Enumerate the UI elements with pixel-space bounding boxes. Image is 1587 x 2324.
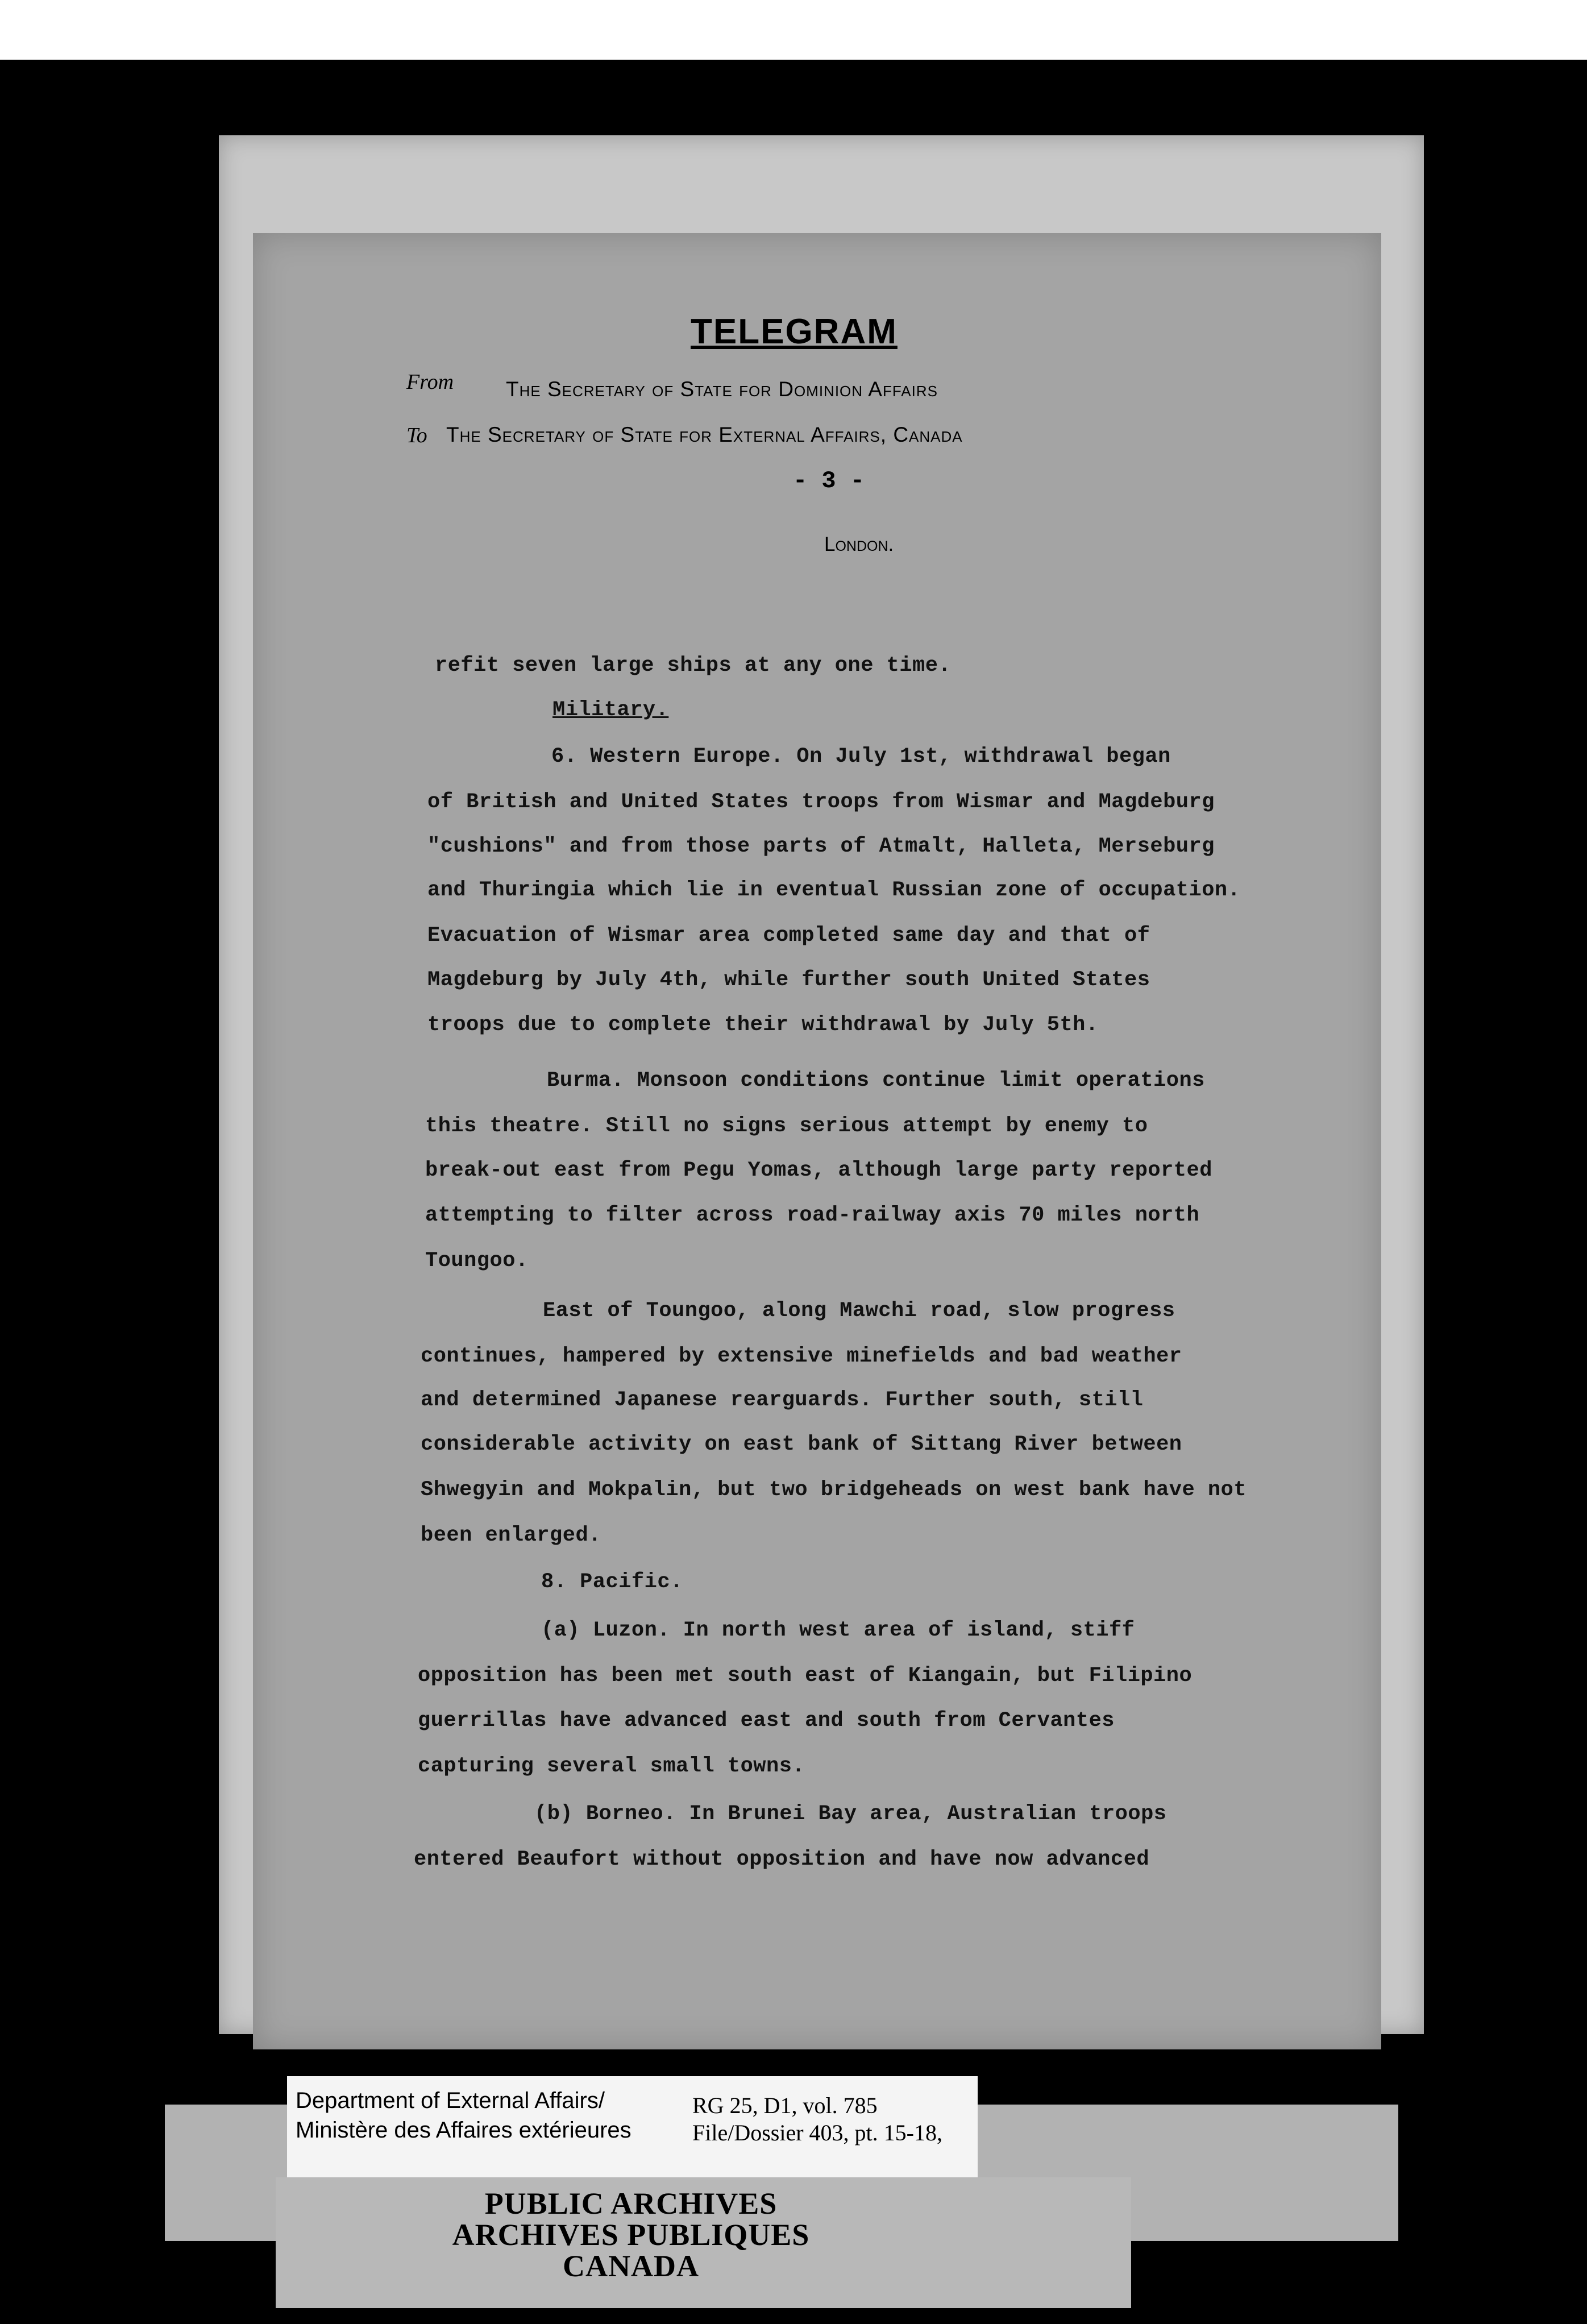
body-line: Magdeburg by July 4th, while further south United States <box>427 968 1150 992</box>
body-line: "cushions" and from those parts of Atmalt, Halleta, Merseburg <box>427 835 1215 858</box>
body-line: continues, hampered by extensive minefields and bad weather <box>421 1344 1182 1368</box>
archive-stamp-line: CANADA <box>563 2249 699 2283</box>
from-label: From <box>406 370 454 394</box>
archive-stamp-line: PUBLIC ARCHIVES <box>484 2186 778 2221</box>
section-heading-military: Military. <box>552 698 669 722</box>
body-line: guerrillas have advanced east and south from Cervantes <box>418 1709 1115 1733</box>
body-line: 6. Western Europe. On July 1st, withdrawal began <box>551 745 1171 769</box>
to-text: The Secretary of State for External Affairs, Canada <box>446 423 963 446</box>
file-dossier-ref: File/Dossier 403, pt. 15-18, <box>692 2120 942 2145</box>
department-name-fr: Ministère des Affaires extérieures <box>296 2118 632 2143</box>
body-line: and determined Japanese rearguards. Further south, still <box>421 1388 1144 1412</box>
body-line: (a) Luzon. In north west area of island, stiff <box>541 1619 1135 1642</box>
body-line: attempting to filter across road-railway axis 70 miles north <box>425 1204 1200 1227</box>
body-line: of British and United States troops from Wismar and Magdeburg <box>427 790 1215 814</box>
body-line: this theatre. Still no signs serious attempt by enemy to <box>425 1114 1148 1138</box>
body-line: Burma. Monsoon conditions continue limit operations <box>547 1069 1205 1093</box>
from-text: The Secretary of State for Dominion Affairs <box>506 377 938 401</box>
body-line: troops due to complete their withdrawal by July 5th. <box>427 1013 1099 1037</box>
body-line: and Thuringia which lie in eventual Russian zone of occupation. <box>427 878 1241 902</box>
body-line: (b) Borneo. In Brunei Bay area, Australian troops <box>534 1802 1167 1826</box>
body-line: entered Beaufort without opposition and have now advanced <box>414 1848 1150 1871</box>
body-line: Shwegyin and Mokpalin, but two bridgeheads on west bank have not <box>421 1478 1247 1502</box>
body-line: been enlarged. <box>421 1524 601 1547</box>
body-line: capturing several small towns. <box>418 1754 805 1778</box>
body-line: considerable activity on east bank of Sittang River between <box>421 1433 1182 1456</box>
body-line: Toungoo. <box>425 1249 529 1273</box>
archive-stamp-line: ARCHIVES PUBLIQUES <box>452 2218 810 2252</box>
body-line: refit seven large ships at any one time. <box>435 654 952 678</box>
body-line: break-out east from Pegu Yomas, although large party reported <box>425 1159 1212 1182</box>
body-line: opposition has been met south east of Kiangain, but Filipino <box>418 1664 1193 1688</box>
page-number: - 3 - <box>793 467 865 495</box>
telegram-title: TELEGRAM <box>691 312 898 351</box>
sender-city: London. <box>824 533 894 555</box>
record-group-ref: RG 25, D1, vol. 785 <box>692 2093 878 2118</box>
department-name-en: Department of External Affairs/ <box>296 2088 605 2113</box>
scan-border <box>0 0 1587 60</box>
to-label: To <box>406 424 427 447</box>
body-line: Evacuation of Wismar area completed same day and that of <box>427 924 1150 948</box>
section-heading-pacific: 8. Pacific. <box>541 1570 683 1594</box>
body-line: East of Toungoo, along Mawchi road, slow progress <box>543 1299 1175 1323</box>
